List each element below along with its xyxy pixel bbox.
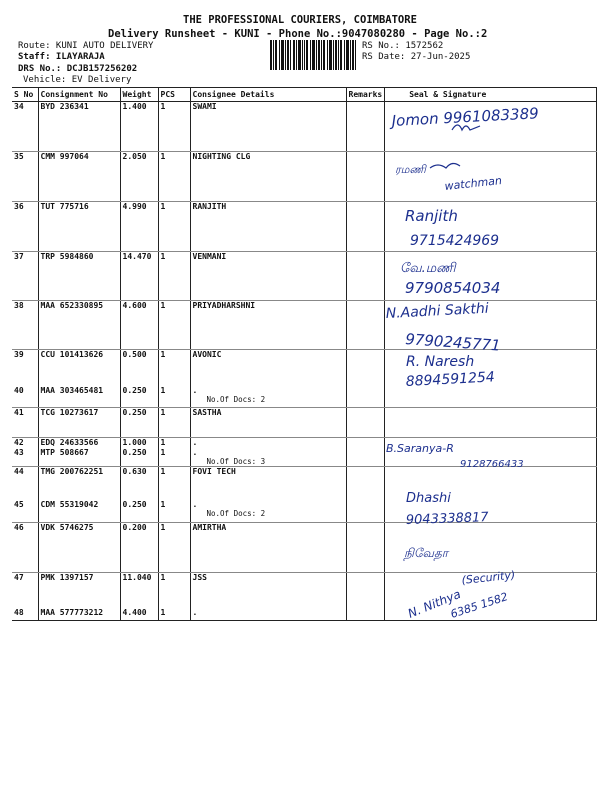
cell-consignee <box>190 500 346 522</box>
cell-remarks <box>346 408 385 438</box>
cell-consignment: TRP 5984860 <box>38 252 120 301</box>
cell-consignment: MAA 303465481 <box>38 386 120 408</box>
table-row <box>12 252 597 301</box>
rs-number: RS No.: 1572562 <box>362 41 444 51</box>
handwriting-39a: R. Naresh <box>406 354 475 370</box>
cell-remarks <box>346 386 385 408</box>
table-row <box>12 572 597 608</box>
cell-consignee: AVONIC <box>190 350 346 386</box>
docs-count: No.Of Docs: 2 <box>206 394 266 404</box>
handwriting-44a: Dhashi <box>406 491 451 506</box>
cell-consignee: SASTHA <box>190 408 346 438</box>
staff-label: Staff: ILAYARAJA <box>18 52 105 62</box>
cell-consignee: RANJITH <box>190 202 346 252</box>
cell-pcs: 1 <box>158 102 190 152</box>
cell-remarks <box>346 350 385 386</box>
cell-consignment: EDQ 24633566 <box>38 438 120 448</box>
cell-weight: 4.400 <box>120 608 158 620</box>
cell-consignee: FOVI TECH <box>190 466 346 500</box>
table-row <box>12 608 597 620</box>
cell-signature <box>385 252 597 301</box>
table-row <box>12 448 597 467</box>
handwriting-35b: watchman <box>443 174 503 193</box>
cell-sno: 36 <box>12 202 38 252</box>
vehicle-label: Vehicle: EV Delivery <box>23 75 132 85</box>
cell-remarks <box>346 252 385 301</box>
handwriting-37b: 9790854034 <box>405 279 501 297</box>
cell-weight: 2.050 <box>120 152 158 202</box>
cell-sno: 35 <box>12 152 38 202</box>
cell-sno: 41 <box>12 408 38 438</box>
cell-signature <box>385 466 597 500</box>
barcode-image <box>270 40 356 70</box>
table-row <box>12 466 597 500</box>
col-remarks: Remarks <box>346 88 385 102</box>
route-label: Route: KUNI AUTO DELIVERY <box>18 41 154 51</box>
cell-sno: 44 <box>14 466 24 476</box>
handwriting-46b: (Security) <box>460 568 516 587</box>
cell-pcs: 1 <box>158 572 190 608</box>
cell-sno: 37 <box>12 252 38 301</box>
cell-sno: 39 <box>14 350 24 359</box>
cell-remarks <box>346 202 385 252</box>
cell-sno: 45 <box>12 500 38 522</box>
cell-weight: 0.630 <box>120 466 158 500</box>
cell-consignee: . <box>190 608 346 620</box>
cell-consignment: TUT 775716 <box>38 202 120 252</box>
consignee-dot: . <box>192 447 198 457</box>
table-row <box>12 386 597 408</box>
cell-consignee <box>190 448 346 467</box>
cell-signature <box>385 301 597 350</box>
cell-weight: 0.200 <box>120 522 158 572</box>
cell-weight: 0.250 <box>120 448 158 467</box>
table-row <box>12 350 597 386</box>
cell-remarks <box>346 152 385 202</box>
handwriting-44b: 9043338817 <box>405 510 489 528</box>
cell-pcs: 1 <box>158 522 190 572</box>
cell-consignee: VENMANI <box>190 252 346 301</box>
cell-consignment: CCU 101413626 <box>38 350 120 386</box>
table-row <box>12 408 597 438</box>
table-row <box>12 522 597 572</box>
cell-weight: 1.400 <box>120 102 158 152</box>
cell-consignment: VDK 5746275 <box>38 522 120 572</box>
cell-weight: 14.470 <box>120 252 158 301</box>
cell-signature <box>385 572 597 608</box>
drs-number: DRS No.: DCJB157256202 <box>18 64 138 74</box>
cell-consignment: TMG 200762251 <box>38 466 120 500</box>
handwriting-38a: N.Aadhi Sakthi <box>385 300 490 322</box>
col-sno: S No <box>12 88 38 102</box>
table-row <box>12 301 597 350</box>
handwriting-46a: நிவேதா <box>404 546 449 560</box>
cell-consignment: MAA 577773212 <box>38 608 120 620</box>
cell-remarks <box>346 522 385 572</box>
cell-weight: 4.600 <box>120 301 158 350</box>
cell-signature <box>385 608 597 620</box>
cell-pcs: 1 <box>158 466 190 500</box>
cell-signature <box>385 522 597 572</box>
cell-pcs: 1 <box>158 408 190 438</box>
consignee-dot: . <box>192 385 198 395</box>
cell-consignment: MAA 652330895 <box>38 301 120 350</box>
cell-consignee: NIGHTING CLG <box>190 152 346 202</box>
cell-pcs: 1 <box>158 252 190 301</box>
cell-pcs: 1 <box>158 608 190 620</box>
cell-remarks <box>346 102 385 152</box>
cell-remarks <box>346 500 385 522</box>
handwriting-42a: B.Saranya-R <box>386 442 454 455</box>
cell-weight: 0.500 <box>120 350 158 386</box>
cell-pcs: 1 <box>158 202 190 252</box>
runsheet-subtitle: Delivery Runsheet - KUNI - Phone No.:9047080280 - Page No.:2 <box>108 28 488 40</box>
col-consignment: Consignment No <box>38 88 120 102</box>
cell-consignee: AMIRTHA <box>190 522 346 572</box>
cell-sno: 38 <box>12 301 38 350</box>
cell-pcs: 1 <box>158 438 190 448</box>
cell-pcs: 1 <box>158 448 190 467</box>
col-weight: Weight <box>120 88 158 102</box>
col-pcs: PCS <box>158 88 190 102</box>
cell-pcs: 1 <box>158 386 190 408</box>
runsheet-table <box>12 87 597 621</box>
handwriting-34: Jomon 9961083389 <box>391 104 540 130</box>
cell-signature <box>385 350 597 386</box>
cell-consignee <box>190 386 346 408</box>
handwriting-42b: 9128766433 <box>460 459 524 470</box>
cell-pcs: 1 <box>158 152 190 202</box>
cell-remarks <box>346 438 385 448</box>
table-row <box>12 500 597 522</box>
consignee-dot: . <box>192 500 198 509</box>
cell-remarks <box>346 608 385 620</box>
table-row <box>12 438 597 448</box>
cell-pcs: 1 <box>158 350 190 386</box>
cell-sno: 42 <box>14 438 24 447</box>
handwriting-38b: 9790245771 <box>404 330 502 355</box>
table-row <box>12 202 597 252</box>
cell-signature <box>385 500 597 522</box>
handwriting-46d: 6385 1582 <box>448 590 510 621</box>
col-consignee: Consignee Details <box>190 88 346 102</box>
cell-consignment: CMM 997064 <box>38 152 120 202</box>
cell-sno: 48 <box>12 608 38 620</box>
docs-count: No.Of Docs: 3 <box>206 456 266 466</box>
company-title: THE PROFESSIONAL COURIERS, COIMBATORE <box>183 14 417 26</box>
rs-date: RS Date: 27-Jun-2025 <box>362 52 471 62</box>
cell-consignment: BYD 236341 <box>38 102 120 152</box>
cell-remarks <box>346 466 385 500</box>
handwriting-46c: N. Nithya <box>405 586 463 621</box>
cell-weight: 1.000 <box>120 438 158 448</box>
cell-pcs: 1 <box>158 500 190 522</box>
cell-signature <box>385 152 597 202</box>
cell-signature <box>385 386 597 408</box>
cell-remarks <box>346 448 385 467</box>
cell-signature <box>385 408 597 438</box>
table-header-row <box>12 88 597 102</box>
handwriting-36b: 9715424969 <box>410 233 500 249</box>
handwriting-35a: ரமணி <box>395 163 426 176</box>
docs-count: No.Of Docs: 2 <box>206 509 266 518</box>
cell-sno: 40 <box>12 386 38 408</box>
cell-weight: 0.250 <box>120 386 158 408</box>
cell-remarks <box>346 301 385 350</box>
table-row <box>12 152 597 202</box>
cell-consignee: JSS <box>190 572 346 608</box>
cell-consignment: CDM 55319042 <box>38 500 120 522</box>
cell-remarks <box>346 572 385 608</box>
cell-pcs: 1 <box>158 301 190 350</box>
cell-weight: 11.040 <box>120 572 158 608</box>
cell-signature <box>385 448 597 467</box>
cell-consignment: MTP 508667 <box>38 448 120 467</box>
col-signature: Seal & Signature <box>385 88 597 102</box>
cell-signature <box>385 438 597 448</box>
handwriting-36a: Ranjith <box>405 207 458 225</box>
cell-signature <box>385 102 597 152</box>
cell-consignment: TCG 10273617 <box>38 408 120 438</box>
cell-consignee: . <box>190 438 346 448</box>
cell-weight: 4.990 <box>120 202 158 252</box>
cell-signature <box>385 202 597 252</box>
handwriting-39b: 8894591254 <box>405 369 496 390</box>
cell-consignee: SWAMI <box>190 102 346 152</box>
cell-consignment: PMK 1397157 <box>38 572 120 608</box>
cell-sno: 47 <box>14 572 24 582</box>
cell-sno: 34 <box>12 102 38 152</box>
cell-consignee: PRIYADHARSHNI <box>190 301 346 350</box>
cell-sno: 46 <box>12 522 38 572</box>
cell-sno: 43 <box>12 448 38 467</box>
handwriting-37a: வே.மணி <box>400 261 456 276</box>
cell-weight: 0.250 <box>120 408 158 438</box>
cell-weight: 0.250 <box>120 500 158 522</box>
table-row <box>12 102 597 152</box>
